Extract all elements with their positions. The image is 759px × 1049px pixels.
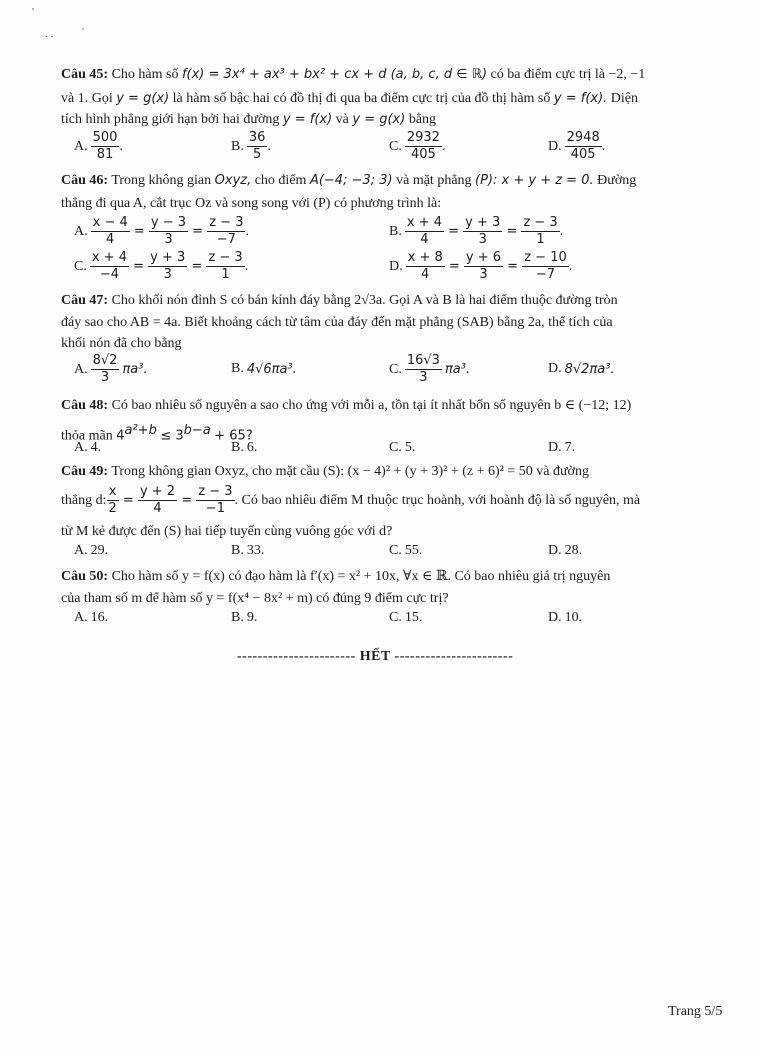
q50-option-d (548, 610, 582, 626)
math: y = f(x) (282, 112, 333, 127)
option-label: C. (389, 543, 402, 558)
numerator: y + 3 (150, 250, 186, 265)
denominator: 1 (536, 232, 545, 247)
q49-option-d (548, 543, 582, 559)
fraction (565, 130, 602, 163)
numerator: x − 4 (92, 215, 128, 230)
option-label: C. (389, 440, 402, 455)
numerator: x + 8 (407, 250, 443, 265)
option-label: B. (231, 440, 244, 455)
denominator: 4 (106, 232, 115, 247)
denominator: 81 (96, 147, 114, 162)
numerator: 500 (92, 130, 118, 145)
numerator: z − 3 (523, 215, 558, 230)
denominator: 3 (100, 370, 110, 385)
math: 4√6πa³. (246, 361, 297, 377)
option-label: B. (231, 543, 244, 558)
numerator: 16√3 (406, 353, 440, 368)
text: . (267, 138, 271, 154)
option-label: B. (389, 223, 402, 239)
text: là hàm số bậc hai có đồ thị đi qua ba điểm cực trị của đồ thị hàm số (172, 91, 551, 106)
option-label: D. (548, 138, 562, 154)
text: bằng (408, 112, 437, 127)
text: có ba điểm cực trị là −2, −1 (490, 67, 646, 82)
denominator: −4 (99, 267, 119, 282)
page-number: Trang 5/5 (668, 1004, 723, 1019)
q45-option-c (389, 130, 445, 163)
fraction (138, 484, 177, 517)
scan-mark: ' (82, 26, 84, 38)
option-text: 29. (90, 543, 109, 558)
option-text: 4. (90, 440, 102, 455)
text: thẳng d: (61, 492, 107, 508)
q47-option-d (548, 361, 615, 377)
denominator: 3 (419, 370, 428, 385)
option-label: B. (231, 361, 244, 376)
q45-line-2 (61, 90, 638, 108)
period: . (568, 258, 573, 274)
q50-option-a (74, 610, 108, 626)
q47-option-b (231, 361, 297, 377)
q47-line-1 (61, 292, 618, 310)
fraction (91, 353, 120, 386)
numerator: y + 6 (465, 250, 502, 265)
q50-option-b (231, 610, 257, 626)
q50-line-2: của tham số m để hàm số y = f(x⁴ − 8x² + m) có đúng 9 điểm cực trị? (61, 591, 449, 606)
option-text: 5. (404, 440, 416, 455)
period: . (559, 223, 564, 239)
end-mark: ----------------------- HẾT ----------------------- (237, 649, 514, 664)
denominator: −1 (205, 501, 225, 516)
text: và (335, 112, 349, 127)
text: Đường (597, 173, 637, 188)
q49-option-b (231, 543, 264, 559)
option-label: A. (74, 440, 88, 455)
equals: = (177, 493, 197, 508)
option-label: A. (74, 610, 88, 625)
option-label: D. (548, 440, 562, 455)
exponent: b−a (183, 423, 211, 438)
math: + 65? (214, 428, 253, 444)
q46-option-a (74, 215, 249, 248)
q45-option-d (548, 130, 605, 163)
denominator: −7 (216, 232, 236, 247)
text: . (119, 138, 123, 154)
q45-line-1 (61, 66, 645, 84)
text: và 1. Gọi (61, 91, 113, 106)
q49-option-a (74, 543, 108, 559)
option-label: B. (231, 610, 244, 625)
fraction (522, 250, 569, 283)
text: tích hình phẳng giới hạn bởi hai đường (61, 112, 280, 127)
option-text: 55. (404, 543, 423, 558)
numerator: 2932 (406, 130, 440, 145)
denominator: 3 (164, 232, 173, 247)
denominator: 4 (153, 501, 162, 516)
equals: = (129, 224, 149, 239)
q46-line-2: thẳng đi qua A, cắt trục Oz và song song với (P) có phương trình là: (61, 196, 442, 211)
fraction (247, 130, 268, 163)
math: (P): x + y + z = 0. (475, 173, 594, 188)
q45-option-b (231, 130, 271, 163)
q49-line-2 (61, 484, 640, 517)
math: y = f(x). (553, 91, 608, 106)
q50-option-c (389, 610, 422, 626)
denominator: 3 (163, 267, 172, 282)
option-text: 10. (564, 610, 583, 625)
period: . (245, 223, 249, 239)
q48-option-c (389, 440, 415, 456)
fraction (405, 215, 444, 248)
q47-line-2: đáy sao cho AB = 4a. Biết khoảng cách từ tâm của đáy đến mặt phẳng (SAB) bằng 2a, thể tích của (61, 315, 613, 330)
text: Cho khối nón đỉnh S có bán kính đáy bằng 2√3a. Gọi A và B là hai điểm thuộc đường tròn (111, 293, 618, 308)
scan-mark: ' (32, 6, 34, 18)
question-label: Câu 47: (61, 293, 109, 308)
math: πa³. (444, 362, 471, 377)
q49-line-1 (61, 463, 589, 481)
option-label: D. (389, 258, 403, 274)
equals: = (502, 224, 522, 239)
fraction (149, 215, 188, 248)
question-label: Câu 50: (61, 569, 109, 584)
math: f(x) = 3x⁴ + ax³ + bx² + cx + d (a, b, c, d ∈ ℝ) (181, 67, 488, 82)
equals: = (444, 259, 464, 274)
option-text: 6. (246, 440, 258, 455)
option-label: A. (74, 543, 88, 558)
equals: = (503, 259, 523, 274)
exponent: a²+b (124, 423, 157, 438)
text: . Có bao nhiêu điểm M thuộc trục hoành, với hoành độ là số nguyên, mà (234, 492, 641, 508)
option-label: C. (74, 258, 87, 274)
q47-line-3: khối nón đã cho bằng (61, 336, 182, 351)
q47-option-c (389, 353, 470, 386)
q48-line-1 (61, 397, 631, 415)
q46-option-c (74, 250, 248, 283)
numerator: x (107, 484, 119, 501)
fraction (91, 130, 120, 163)
option-label: C. (389, 361, 402, 377)
denominator: 4 (421, 267, 430, 282)
text: Có bao nhiêu số nguyên a sao cho ứng với mỗi a, tồn tại ít nhất bốn số nguyên b ∈ (−12; 12) (111, 398, 632, 413)
denominator: 405 (570, 147, 596, 162)
denominator: 405 (410, 147, 436, 162)
option-label: B. (231, 138, 244, 154)
math: πa³. (122, 362, 148, 377)
question-label: Câu 45: (61, 67, 109, 82)
text: Trong không gian (111, 173, 212, 188)
scan-mark: . . (45, 28, 54, 40)
numerator: 36 (248, 130, 266, 145)
text: . (441, 138, 446, 154)
numerator: 2948 (566, 130, 600, 145)
math: ≤ 3 (160, 428, 184, 444)
equals: = (188, 224, 208, 239)
text: Cho hàm số (111, 67, 179, 82)
option-label: D. (548, 361, 562, 376)
fraction (464, 250, 503, 283)
denominator: 3 (478, 232, 487, 247)
math: A(−4; −3; 3) (309, 173, 393, 188)
fraction (521, 215, 559, 248)
fraction (90, 250, 129, 283)
text: Diện (610, 91, 639, 106)
denominator: −7 (535, 267, 556, 282)
math: y = g(x) (352, 112, 406, 127)
text: cho điểm (254, 173, 307, 188)
fraction (463, 215, 502, 248)
q45-line-3 (61, 111, 436, 129)
numerator: z − 10 (524, 250, 567, 265)
option-label: D. (548, 543, 562, 558)
q48-option-b (231, 440, 257, 456)
numerator: x + 4 (91, 250, 127, 265)
numerator: z − 3 (209, 215, 244, 230)
text: Cho hàm số y = f(x) có đạo hàm là f′(x) = x² + 10x, ∀x ∈ ℝ. Có bao nhiêu giá trị nguyên (111, 569, 611, 584)
q49-line-3: từ M kẻ được đến (S) hai tiếp tuyến cùng vuông góc với d? (61, 524, 393, 539)
option-text: 15. (404, 610, 423, 625)
option-label: A. (74, 138, 88, 154)
denominator: 2 (108, 501, 117, 516)
option-text: 9. (246, 610, 258, 625)
q47-option-a (74, 353, 148, 386)
equals: = (128, 259, 149, 274)
fraction (91, 215, 130, 248)
math: 4 (116, 428, 125, 444)
text: . (601, 138, 606, 154)
fraction (206, 250, 244, 283)
fraction (107, 484, 119, 517)
text: và mặt phẳng (396, 173, 472, 188)
fraction (196, 484, 234, 517)
period: . (244, 258, 249, 274)
numerator: z − 3 (208, 250, 243, 265)
numerator: z − 3 (198, 484, 233, 499)
equals: = (118, 493, 138, 508)
denominator: 5 (252, 147, 262, 162)
denominator: 3 (479, 267, 488, 282)
question-label: Câu 49: (61, 464, 109, 479)
question-label: Câu 46: (61, 173, 109, 188)
option-text: 33. (246, 543, 265, 558)
text: Trong không gian Oxyz, cho mặt cầu (S): (x − 4)² + (y + 3)² + (z + 6)² = 50 và đường (111, 464, 589, 479)
q46-line-1 (61, 172, 636, 190)
equals: = (443, 224, 464, 239)
fraction (207, 215, 245, 248)
fraction (406, 250, 445, 283)
option-label: D. (548, 610, 562, 625)
fraction (405, 130, 442, 163)
option-label: A. (74, 361, 88, 377)
numerator: y + 2 (139, 484, 176, 499)
option-label: C. (389, 138, 402, 154)
option-label: C. (389, 610, 402, 625)
numerator: y + 3 (465, 215, 501, 230)
equals: = (187, 259, 207, 274)
option-text: 7. (564, 440, 576, 455)
numerator: x + 4 (406, 215, 442, 230)
numerator: 8√2 (92, 353, 118, 368)
option-text: 16. (90, 610, 109, 625)
text: thỏa mãn (61, 428, 113, 444)
q48-option-a (74, 440, 101, 456)
numerator: y − 3 (150, 215, 187, 230)
option-text: 28. (564, 543, 583, 558)
option-label: A. (74, 223, 88, 239)
math: Oxyz, (214, 173, 252, 188)
q48-option-d (548, 440, 575, 456)
q45-option-a (74, 130, 123, 163)
denominator: 4 (420, 232, 429, 247)
q46-option-b (389, 215, 563, 248)
q50-line-1 (61, 568, 610, 586)
question-label: Câu 48: (61, 398, 109, 413)
fraction (148, 250, 187, 283)
q49-option-c (389, 543, 422, 559)
denominator: 1 (221, 267, 230, 282)
q46-option-d (389, 250, 572, 283)
math: 8√2πa³. (564, 361, 615, 377)
math: y = g(x) (116, 91, 170, 106)
fraction (405, 353, 442, 386)
